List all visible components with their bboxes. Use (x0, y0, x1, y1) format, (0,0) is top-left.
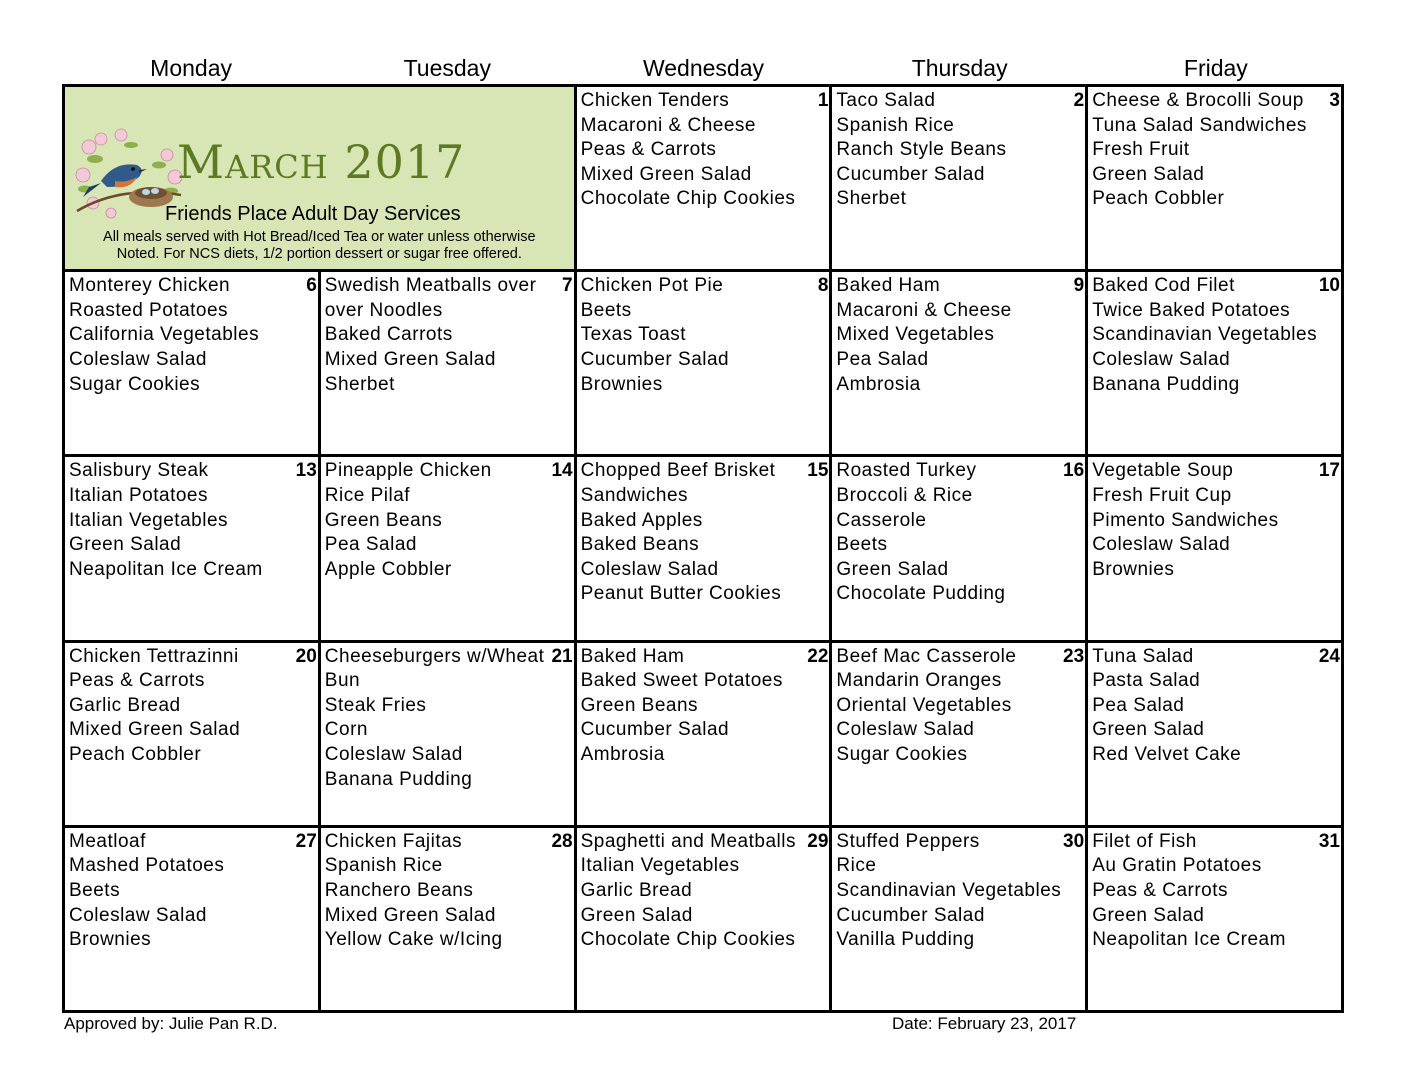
day-number: 27 (295, 830, 317, 852)
meal-item: Italian Vegetables (580, 855, 740, 877)
meal-item: Coleslaw Salad (836, 719, 975, 741)
day-cell-2 (832, 87, 1088, 272)
meal-item: Steak Fries (324, 694, 427, 716)
day-cell-15 (577, 457, 833, 642)
meal-item: Pasta Salad (1092, 670, 1201, 692)
meal-item: Stuffed Peppers (836, 830, 980, 852)
meal-item: Roasted Turkey (836, 460, 977, 482)
meal-item: Sandwiches (580, 484, 689, 506)
meal-item: Mashed Potatoes (69, 855, 225, 877)
meal-item: Cheese & Brocolli Soup (1092, 90, 1304, 111)
meal-item: Scandinavian Vegetables (1092, 324, 1318, 346)
day-cell-3 (1088, 87, 1344, 272)
meal-item: Macaroni & Cheese (580, 114, 756, 136)
meal-item: Swedish Meatballs over (324, 275, 537, 297)
meal-item: Green Salad (69, 534, 182, 556)
meal-item: Texas Toast (580, 324, 687, 346)
meal-item: Bun (324, 670, 361, 692)
day-cell-28 (321, 828, 577, 1013)
meal-item: Oriental Vegetables (836, 694, 1012, 716)
meal-item: Ambrosia (836, 373, 921, 395)
meal-list (69, 274, 316, 397)
meal-list (836, 830, 1083, 953)
day-number: 9 (1073, 275, 1085, 297)
meal-item: Green Salad (1092, 904, 1205, 926)
meal-item: Cucumber Salad (580, 348, 730, 370)
day-number: 22 (807, 645, 829, 667)
meal-item: Italian Vegetables (69, 509, 229, 531)
meal-item: Green Beans (324, 509, 443, 531)
organization-name: Friends Place Adult Day Services (165, 203, 461, 225)
meal-item: Green Salad (580, 904, 693, 926)
meal-item: Pea Salad (1092, 694, 1185, 716)
day-cell-27 (65, 828, 321, 1013)
meal-list (836, 459, 1083, 607)
meal-list (325, 645, 572, 793)
meal-item: Corn (324, 719, 368, 741)
day-cell-6 (65, 272, 321, 457)
meal-item: Green Salad (1092, 719, 1205, 741)
day-cell-31 (1088, 828, 1344, 1013)
meal-list (836, 89, 1083, 212)
meal-item: Beets (580, 299, 632, 321)
meal-item: Baked Cod Filet (1092, 275, 1235, 297)
meal-item: Ambrosia (580, 743, 665, 765)
meal-item: Mixed Green Salad (69, 719, 241, 741)
weekday-friday: Friday (1183, 55, 1248, 81)
meal-item: Chocolate Chip Cookies (580, 929, 796, 951)
day-cell-23 (832, 643, 1088, 828)
meal-list (1092, 274, 1339, 397)
meal-item: Pea Salad (324, 534, 417, 556)
meal-list (1092, 830, 1339, 953)
meal-item: Macaroni & Cheese (836, 299, 1012, 321)
meal-item: Beef Mac Casserole (836, 645, 1017, 667)
meal-item: Rice (836, 855, 877, 877)
meal-item: Apple Cobbler (324, 558, 452, 580)
day-cell-22 (577, 643, 833, 828)
meal-list (581, 89, 828, 212)
meal-item: Chicken Tenders (580, 90, 730, 111)
day-number: 16 (1063, 460, 1085, 482)
meal-item: Coleslaw Salad (1092, 348, 1231, 370)
meal-item: Peanut Butter Cookies (580, 583, 782, 605)
meal-item: Vanilla Pudding (836, 929, 975, 951)
meal-list (1092, 645, 1339, 768)
weekday-tuesday: Tuesday (403, 55, 491, 81)
day-cell-13 (65, 457, 321, 642)
meal-item: Neapolitan Ice Cream (1092, 929, 1286, 951)
day-number: 13 (295, 460, 317, 482)
meal-item: Tuna Salad Sandwiches (1092, 114, 1307, 136)
meal-item: Broccoli & Rice (836, 484, 973, 506)
meal-note (65, 229, 574, 263)
meal-item: Peas & Carrots (580, 139, 717, 161)
meal-item: Taco Salad (836, 90, 936, 111)
meal-item: Baked Beans (580, 534, 700, 556)
meal-list (836, 645, 1083, 768)
meal-item: Coleslaw Salad (324, 743, 463, 765)
meal-item: Sugar Cookies (69, 373, 201, 395)
weekday-thursday: Thursday (911, 55, 1008, 81)
day-number: 6 (306, 275, 317, 297)
day-number: 15 (807, 460, 829, 482)
meal-item: Italian Potatoes (69, 484, 208, 506)
day-number: 1 (817, 90, 829, 111)
day-number: 10 (1318, 275, 1340, 297)
meal-item: Neapolitan Ice Cream (69, 558, 263, 580)
day-cell-29 (577, 828, 833, 1013)
meal-item: Cucumber Salad (836, 904, 985, 926)
day-number: 28 (551, 830, 573, 852)
meal-item: Peach Cobbler (1092, 188, 1225, 210)
weekday-wednesday: Wednesday (642, 55, 764, 81)
day-number: 20 (295, 645, 317, 667)
meal-item: Brownies (1092, 558, 1175, 580)
meal-list (1092, 459, 1339, 582)
day-cell-14 (321, 457, 577, 642)
meal-item: Beets (69, 879, 121, 901)
meal-list (69, 459, 316, 582)
meal-item: Vegetable Soup (1092, 460, 1234, 482)
meal-item: Baked Ham (580, 645, 685, 667)
meal-item: Monterey Chicken (69, 275, 231, 297)
meal-item: Mixed Vegetables (836, 324, 995, 346)
day-number: 21 (551, 645, 573, 667)
meal-item: Banana Pudding (324, 768, 473, 790)
meal-item: Yellow Cake w/Icing (324, 929, 503, 951)
day-cell-16 (832, 457, 1088, 642)
meal-item: Chocolate Chip Cookies (580, 188, 796, 210)
month-title: March 2017 (177, 135, 466, 189)
meal-list (581, 645, 828, 768)
meal-list (325, 274, 572, 397)
meal-item: Cucumber Salad (580, 719, 730, 741)
day-number: 2 (1073, 90, 1085, 111)
meal-item: Mixed Green Salad (324, 904, 496, 926)
meal-item: Pea Salad (836, 348, 929, 370)
day-cell-1 (577, 87, 833, 272)
day-cell-7 (321, 272, 577, 457)
meal-item: Red Velvet Cake (1092, 743, 1242, 765)
meal-item: Scandinavian Vegetables (836, 879, 1062, 901)
day-number: 8 (817, 275, 829, 297)
day-number: 14 (551, 460, 573, 482)
meal-item: Ranch Style Beans (836, 139, 1007, 161)
weekday-header (63, 54, 1344, 82)
meal-note-line-2: Noted. For NCS diets, 1/2 portion dessert or sugar free offered. (116, 246, 522, 262)
day-number: 31 (1318, 830, 1340, 852)
meal-item: Salisbury Steak (69, 460, 209, 482)
day-cell-8 (577, 272, 833, 457)
meal-item: Coleslaw Salad (580, 558, 719, 580)
day-cell-24 (1088, 643, 1344, 828)
day-number: 23 (1063, 645, 1085, 667)
meal-item: Mixed Green Salad (324, 348, 496, 370)
meal-item: Peas & Carrots (1092, 879, 1229, 901)
meal-item: Brownies (580, 373, 663, 395)
meal-item: Cucumber Salad (836, 163, 985, 185)
day-cell-10 (1088, 272, 1344, 457)
meal-item: Cheeseburgers w/Wheat (324, 645, 545, 667)
meal-item: Peach Cobbler (69, 743, 202, 765)
day-number: 24 (1318, 645, 1340, 667)
meal-item: Meatloaf (69, 830, 146, 852)
day-number: 17 (1318, 460, 1340, 482)
meal-item: Garlic Bread (69, 694, 181, 716)
meal-item: over Noodles (324, 299, 443, 321)
meal-item: Sherbet (324, 373, 395, 395)
meal-item: Banana Pudding (1092, 373, 1240, 395)
meal-list (325, 459, 572, 582)
meal-item: Brownies (69, 929, 152, 951)
day-number: 30 (1063, 830, 1085, 852)
meal-list (581, 830, 828, 953)
meal-item: Green Beans (580, 694, 699, 716)
meal-list (69, 830, 316, 953)
meal-item: Twice Baked Potatoes (1092, 299, 1291, 321)
meal-item: Ranchero Beans (324, 879, 474, 901)
meal-item: Fresh Fruit Cup (1092, 484, 1232, 506)
day-cell-9 (832, 272, 1088, 457)
day-number: 7 (562, 275, 573, 297)
meal-list (69, 645, 316, 768)
meal-item: Chopped Beef Brisket (580, 460, 776, 482)
meal-item: Au Gratin Potatoes (1092, 855, 1262, 877)
meal-item: Casserole (836, 509, 927, 531)
meal-list (836, 274, 1083, 397)
approved-by: Approved by: Julie Pan R.D. (64, 1014, 278, 1033)
meal-item: Rice Pilaf (324, 484, 411, 506)
meal-item: Green Salad (1092, 163, 1205, 185)
meal-list (581, 459, 828, 607)
menu-date: Date: February 23, 2017 (892, 1014, 1077, 1033)
meal-list (1092, 89, 1339, 212)
meal-item: Spaghetti and Meatballs (580, 830, 796, 852)
meal-item: Pineapple Chicken (324, 460, 492, 482)
day-cell-30 (832, 828, 1088, 1013)
meal-item: Chicken Tettrazinni (69, 645, 239, 667)
meal-item: Coleslaw Salad (69, 348, 207, 370)
day-cell-17 (1088, 457, 1344, 642)
meal-item: Tuna Salad (1092, 645, 1194, 667)
day-cell-21 (321, 643, 577, 828)
meal-item: Green Salad (836, 558, 949, 580)
meal-item: Filet of Fish (1092, 830, 1197, 852)
meal-item: Baked Sweet Potatoes (580, 670, 783, 692)
meal-item: Garlic Bread (580, 879, 693, 901)
meal-item: California Vegetables (69, 324, 260, 346)
meal-item: Baked Apples (580, 509, 703, 531)
meal-item: Spanish Rice (836, 114, 955, 136)
day-number: 29 (807, 830, 829, 852)
weekday-monday: Monday (150, 55, 232, 81)
meal-item: Mandarin Oranges (836, 670, 1002, 692)
meal-item: Beets (836, 534, 888, 556)
meal-item: Baked Ham (836, 275, 941, 297)
meal-note-line-1: All meals served with Hot Bread/Iced Tea or water unless otherwise (103, 229, 536, 245)
meal-item: Coleslaw Salad (1092, 534, 1231, 556)
meal-item: Spanish Rice (324, 855, 443, 877)
meal-item: Roasted Potatoes (69, 299, 229, 321)
meal-item: Sherbet (836, 188, 907, 210)
meal-item: Fresh Fruit (1092, 139, 1190, 161)
day-number: 3 (1329, 90, 1340, 111)
meal-item: Mixed Green Salad (580, 163, 752, 185)
meal-list (581, 274, 828, 397)
meal-item: Peas & Carrots (69, 670, 205, 692)
meal-list (325, 830, 572, 953)
meal-item: Pimento Sandwiches (1092, 509, 1279, 531)
menu-calendar-grid (62, 84, 1344, 1013)
meal-item: Chicken Fajitas (324, 830, 463, 852)
meal-item: Sugar Cookies (836, 743, 968, 765)
day-cell-20 (65, 643, 321, 828)
meal-item: Chocolate Pudding (836, 583, 1006, 605)
meal-item: Chicken Pot Pie (580, 275, 724, 297)
meal-item: Coleslaw Salad (69, 904, 207, 926)
meal-item: Baked Carrots (324, 324, 453, 346)
month-banner (65, 87, 577, 272)
